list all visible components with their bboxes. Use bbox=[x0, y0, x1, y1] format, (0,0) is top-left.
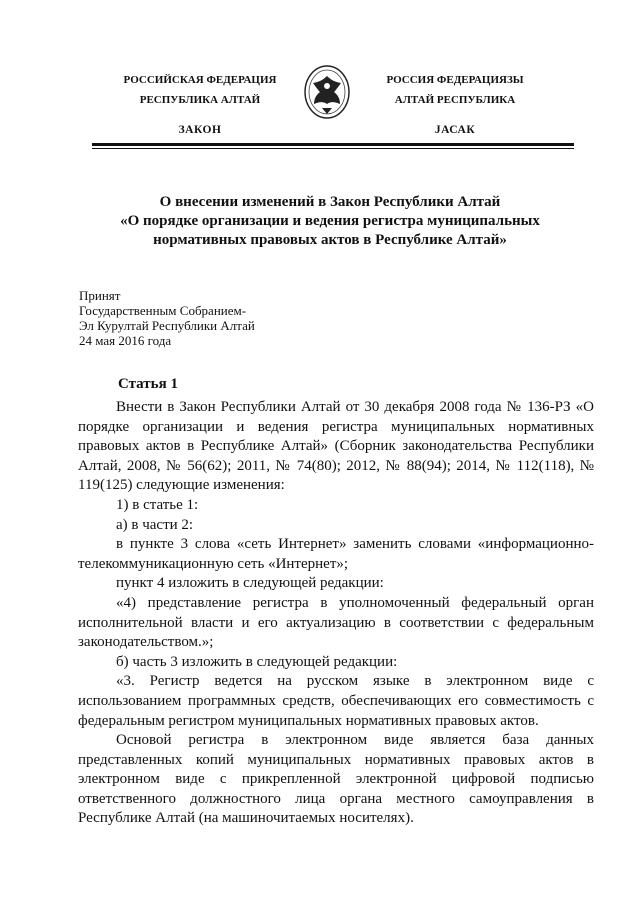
law-title-line: О внесении изменений в Закон Республики Алтай bbox=[159, 194, 501, 210]
law-title-line: нормативных правовых актов в Республике Алтай» bbox=[153, 232, 507, 248]
adoption-date: 24 мая 2016 года bbox=[79, 333, 172, 348]
article-paragraph: Основой регистра в электронном виде является база данных представленных копий муниципальных нормативных правовых актов в электронном виде с прикрепленной электронной цифровой подписью ответственного должностного лица органа местного самоуправления в Республике Алтай (на машиночитаемых носителях). bbox=[78, 732, 594, 827]
article-paragraph: б) часть 3 изложить в следующей редакции: bbox=[116, 653, 398, 670]
header-right bbox=[360, 70, 550, 140]
adoption-line: Государственным Собранием- bbox=[79, 303, 247, 318]
article-paragraph: «4) представление регистра в уполномоченный федеральный орган исполнительной власти и его актуализацию в соответствии с федеральным законодательством.»; bbox=[78, 594, 594, 651]
header-left-republic: РЕСПУБЛИКА АЛТАЙ bbox=[139, 94, 261, 106]
header-right-country: РОССИЯ ФЕДЕРАЦИЯЗЫ bbox=[386, 74, 524, 86]
header-right-law: ЈАСАК bbox=[434, 124, 476, 136]
law-title bbox=[80, 193, 580, 250]
altai-republic-emblem-icon bbox=[302, 64, 352, 124]
article-heading: Статья 1 bbox=[118, 376, 178, 392]
header-left-country: РОССИЙСКАЯ ФЕДЕРАЦИЯ bbox=[123, 74, 277, 86]
law-title-line: «О порядке организации и ведения регистра муниципальных bbox=[120, 213, 540, 229]
article-paragraph: Внести в Закон Республики Алтай от 30 декабря 2008 года № 136-РЗ «О порядке организации и ведения регистра муниципальных нормативных правовых актов в Республике Алтай» (Сборник законодательства Республики Алтай, 2008, № 56(62); 2011, № 74(80); 2012, № 88(94); 2014, № 112(118), № 119(125) следующие изменения: bbox=[78, 399, 594, 494]
header-divider-thin bbox=[92, 148, 574, 149]
header-left-law: ЗАКОН bbox=[178, 124, 222, 136]
article-body bbox=[78, 398, 594, 829]
article-paragraph: а) в части 2: bbox=[116, 516, 194, 533]
adoption-block bbox=[79, 288, 255, 348]
header-left bbox=[110, 70, 290, 140]
article-paragraph: пункт 4 изложить в следующей редакции: bbox=[116, 575, 384, 592]
header-divider-thick bbox=[92, 143, 574, 146]
adoption-line: Эл Курултай Республики Алтай bbox=[79, 318, 255, 333]
article-paragraph: 1) в статье 1: bbox=[116, 496, 199, 513]
adoption-line: Принят bbox=[79, 288, 121, 303]
article-paragraph: в пункте 3 слова «сеть Интернет» заменить словами «информационно-телекоммуникационную сеть «Интернет»; bbox=[78, 536, 594, 572]
article-paragraph: «3. Регистр ведется на русском языке в электронном виде с использованием программных средств, обеспечивающих его совместимость с федеральным регистром муниципальных нормативных правовых актов. bbox=[78, 673, 594, 729]
header-right-republic: АЛТАЙ РЕСПУБЛИКА bbox=[394, 94, 516, 106]
